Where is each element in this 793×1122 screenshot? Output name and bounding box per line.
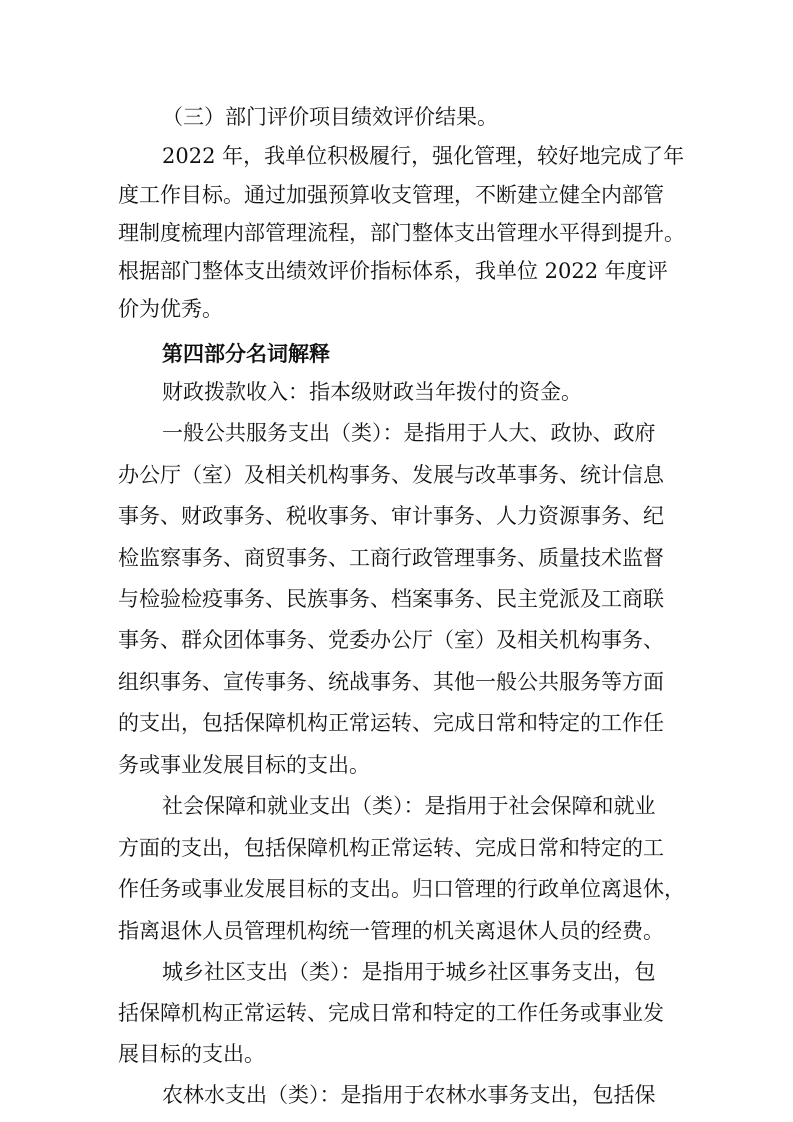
paragraph-line: 务或事业发展目标的支出。 <box>118 753 370 777</box>
paragraph-line: 方面的支出，包括保障机构正常运转、完成日常和特定的工 <box>118 836 664 860</box>
paragraph-line: 展目标的支出。 <box>118 1042 265 1066</box>
subsection-title: （三）部门评价项目绩效评价结果。 <box>162 105 498 129</box>
paragraph-line: 事务、群众团体事务、党委办公厅（室）及相关机构事务、 <box>118 628 664 652</box>
paragraph-line: 检监察事务、商贸事务、工商行政管理事务、质量技术监督 <box>118 546 664 570</box>
paragraph-line: 组织事务、宣传事务、统战事务、其他一般公共服务等方面 <box>118 670 664 694</box>
paragraph-line: 事务、财政事务、税收事务、审计事务、人力资源事务、纪 <box>118 504 664 528</box>
paragraph-line: 指离退休人员管理机构统一管理的机关离退休人员的经费。 <box>118 919 664 943</box>
paragraph-line: 农林水支出（类）：是指用于农林水事务支出，包括保 <box>162 1083 656 1107</box>
paragraph-line: 城乡社区支出（类）：是指用于城乡社区事务支出，包 <box>162 960 656 984</box>
paragraph-line: 一般公共服务支出（类）：是指用于人大、政协、政府 <box>162 421 656 445</box>
paragraph-line: 财政拨款收入：指本级财政当年拨付的资金。 <box>162 380 582 404</box>
paragraph-line: 括保障机构正常运转、完成日常和特定的工作任务或事业发 <box>118 1001 664 1025</box>
paragraph-line: 的支出，包括保障机构正常运转、完成日常和特定的工作任 <box>118 711 664 735</box>
paragraph-line: 2022 年，我单位积极履行，强化管理，较好地完成了年 <box>162 144 685 168</box>
paragraph-line: 作任务或事业发展目标的支出。归口管理的行政单位离退休， <box>118 877 685 901</box>
paragraph-line: 根据部门整体支出绩效评价指标体系，我单位 2022 年度评 <box>118 259 668 283</box>
paragraph-line: 办公厅（室）及相关机构事务、发展与改革事务、统计信息 <box>118 463 664 487</box>
paragraph-line: 与检验检疫事务、民族事务、档案事务、民主党派及工商联 <box>118 587 664 611</box>
paragraph-line: 社会保障和就业支出（类）：是指用于社会保障和就业 <box>162 794 656 818</box>
section-heading: 第四部分名词解释 <box>162 342 330 366</box>
paragraph-line: 价为优秀。 <box>118 297 223 321</box>
paragraph-line: 理制度梳理内部管理流程，部门整体支出管理水平得到提升。 <box>118 221 685 245</box>
paragraph-line: 度工作目标。通过加强预算收支管理，不断建立健全内部管 <box>118 183 664 207</box>
